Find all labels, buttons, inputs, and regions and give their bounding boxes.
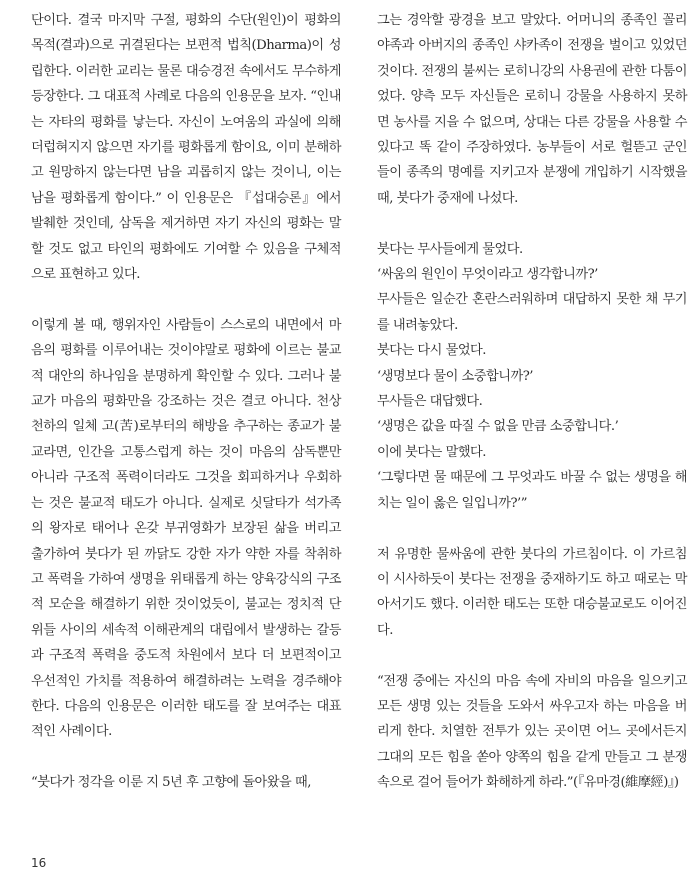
right-text-column bbox=[377, 8, 687, 796]
left-text-column bbox=[31, 8, 341, 796]
paragraph-right-1: 그는 경악할 광경을 보고 말았다. 어머니의 종족인 꼴리야족과 아버지의 종족인 샤카족이 전쟁을 벌이고 있었던 것이다. 전쟁의 불씨는 로히니강의 사용권에 관한 다툼이었다. 양측 모두 자신들은 로히니 강물을 사용하지 못하면 농사를 지을 수 없으며, 상대는 다른 강물을 사용할 수 있다고 똑 같이 주장하였다. 농부들이 서로 헐뜯고 군인들이 종족의 명예를 지키고자 분쟁에 개입하기 시작했을 때, 붓다가 중재에 나섰다. bbox=[377, 13, 687, 206]
paragraph-left-3: “붓다가 정각을 이룬 지 5년 후 고향에 돌아왔을 때, bbox=[31, 775, 311, 791]
paragraph-right-4: “전쟁 중에는 자신의 마음 속에 자비의 마음을 일으키고 모든 생명 있는 것들을 도와서 싸우고자 하는 마음을 버리게 한다. 치열한 전투가 있는 곳이면 어느 곳에서든지 그대의 모든 힘을 쏟아 양쪽의 힘을 같게 만들고 그 분쟁 속으로 걸어 들어가 화해하게 하라.”(『유마경(維摩經)』) bbox=[377, 673, 687, 791]
paragraph-left-1: 단이다. 결국 마지막 구절, 평화의 수단(원인)이 평화의 목적(결과)으로 귀결된다는 보편적 법칙(Dharma)이 성립한다. 이러한 교리는 물론 대승경전 속에서도 무수하게 등장한다. 그 대표적 사례로 다음의 인용문을 보자. “인내는 자타의 평화를 낳는다. 자신이 노여움의 과실에 의해 더럽혀지지 않으면 자기를 평화롭게 함이요, 이미 분해하고 원망하지 않는다면 남을 괴롭히지 않는 것이니, 이는 남을 평화롭게 함이다.” 이 인용문은 『섭대승론』에서 발췌한 것인데, 삼독을 제거하면 자기 자신의 평화는 말할 것도 없고 타인의 평화에도 기여할 수 있음을 구체적으로 표현하고 있다. bbox=[31, 13, 341, 283]
dialogue-block: 붓다는 무사들에게 물었다. ‘싸움의 원인이 무엇이라고 생각합니까?’ 무사들은 일순간 혼란스러워하며 대답하지 못한 채 무기를 내려놓았다. 붓다는 다시 물었다. ‘생명보다 물이 소중합니까?’ 무사들은 대답했다. ‘생명은 값을 따질 수 없을 만큼 소중합니다.’ 이에 붓다는 말했다. ‘그렇다면 물 때문에 그 무엇과도 바꿀 수 없는 생명을 해치는 일이 옳은 일입니까?’” bbox=[377, 241, 687, 511]
paragraph-left-2: 이렇게 볼 때, 행위자인 사람들이 스스로의 내면에서 마음의 평화를 이루어내는 것이야말로 평화에 이르는 불교적 대안의 하나임을 분명하게 확인할 수 있다. 그러나 불교가 마음의 평화만을 강조하는 것은 결코 아니다. 천상천하의 일체 고(苦)로부터의 해방을 추구하는 종교가 불교라면, 인간을 고통스럽게 하는 것이 마음의 삼독뿐만 아니라 구조적 폭력이더라도 그것을 회피하거나 우회하는 것은 불교적 태도가 아니다. 실제로 싯달타가 석가족의 왕자로 태어나 온갖 부귀영화가 보장된 삶을 버리고 출가하여 붓다가 된 까닭도 강한 자가 약한 자를 착취하고 폭력을 가하여 생명을 위태롭게 하는 양육강식의 구조적 모순을 해결하기 위한 것이었듯이, 불교는 정치적 단위들 사이의 세속적 이해관계의 대립에서 발생하는 갈등과 구조적 폭력을 중도적 차원에서 보다 더 보편적이고 우선적인 가치를 적용하여 해결하려는 노력을 경주해야 한다. 다음의 인용문은 이러한 태도를 잘 보여주는 대표적인 사례이다. bbox=[31, 317, 341, 740]
paragraph-right-3: 저 유명한 물싸움에 관한 붓다의 가르침이다. 이 가르침이 시사하듯이 붓다는 전쟁을 중재하기도 하고 때로는 막아서기도 했다. 이러한 태도는 또한 대승불교로도 이어진다. bbox=[377, 546, 687, 638]
page-number: 16 bbox=[31, 856, 47, 870]
